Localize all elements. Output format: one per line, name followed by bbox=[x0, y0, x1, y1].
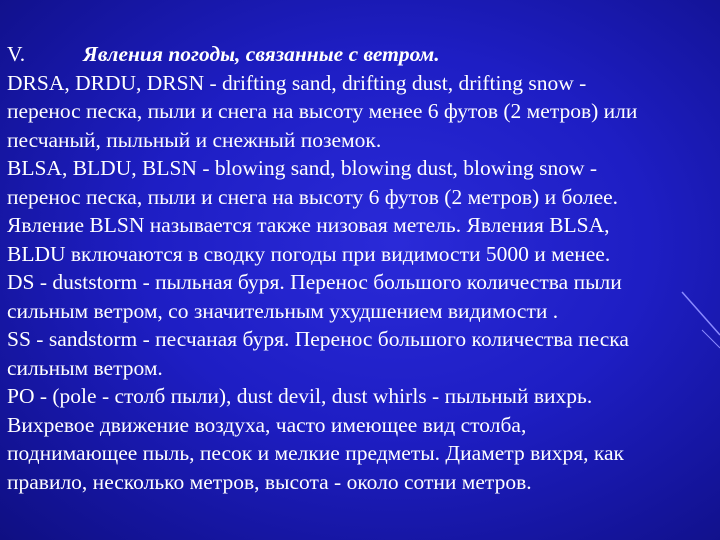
text-line-2: перенос песка, пыли и снега на высоту менее 6 футов (2 метров) или bbox=[7, 99, 638, 123]
text-line-8: DS - duststorm - пыльная буря. Перенос большого количества пыли bbox=[7, 270, 622, 294]
text-line-6: Явление BLSN называется также низовая метель. Явления BLSA, bbox=[7, 213, 610, 237]
text-line-3: песчаный, пыльный и снежный поземок. bbox=[7, 127, 382, 152]
decorative-line-upper bbox=[682, 292, 720, 335]
text-line-12: PO - (pole - столб пыли), dust devil, dust whirls - пыльный вихрь. bbox=[7, 384, 593, 408]
decorative-accent-line bbox=[680, 290, 720, 350]
text-line-9: сильным ветром, со значительным ухудшением видимости . bbox=[7, 298, 559, 323]
section-number: V. bbox=[7, 42, 26, 66]
text-line-7: BLDU включаются в сводку погоды при видимости 5000 и менее. bbox=[7, 241, 611, 266]
text-line-13: Вихревое движение воздуха, часто имеющее вид столба, bbox=[7, 412, 527, 437]
text-line-4: BLSA, BLDU, BLSN - blowing sand, blowing dust, blowing snow - bbox=[7, 156, 598, 180]
text-line-1: DRSA, DRDU, DRSN - drifting sand, drifting dust, drifting snow - bbox=[7, 70, 587, 95]
text-line-11: сильным ветром. bbox=[7, 355, 163, 380]
slide-text-block bbox=[7, 40, 713, 496]
text-line-15: правило, несколько метров, высота - около сотни метров. bbox=[7, 469, 532, 494]
text-line-5: перенос песка, пыли и снега на высоту 6 футов (2 метров) и более. bbox=[7, 184, 619, 209]
section-heading bbox=[7, 40, 713, 69]
section-title: Явления погоды, связанные с ветром. bbox=[83, 42, 440, 66]
text-line-10: SS - sandstorm - песчаная буря. Перенос большого количества песка bbox=[7, 327, 629, 351]
text-line-14: поднимающее пыль, песок и мелкие предметы. Диаметр вихря, как bbox=[7, 441, 624, 465]
